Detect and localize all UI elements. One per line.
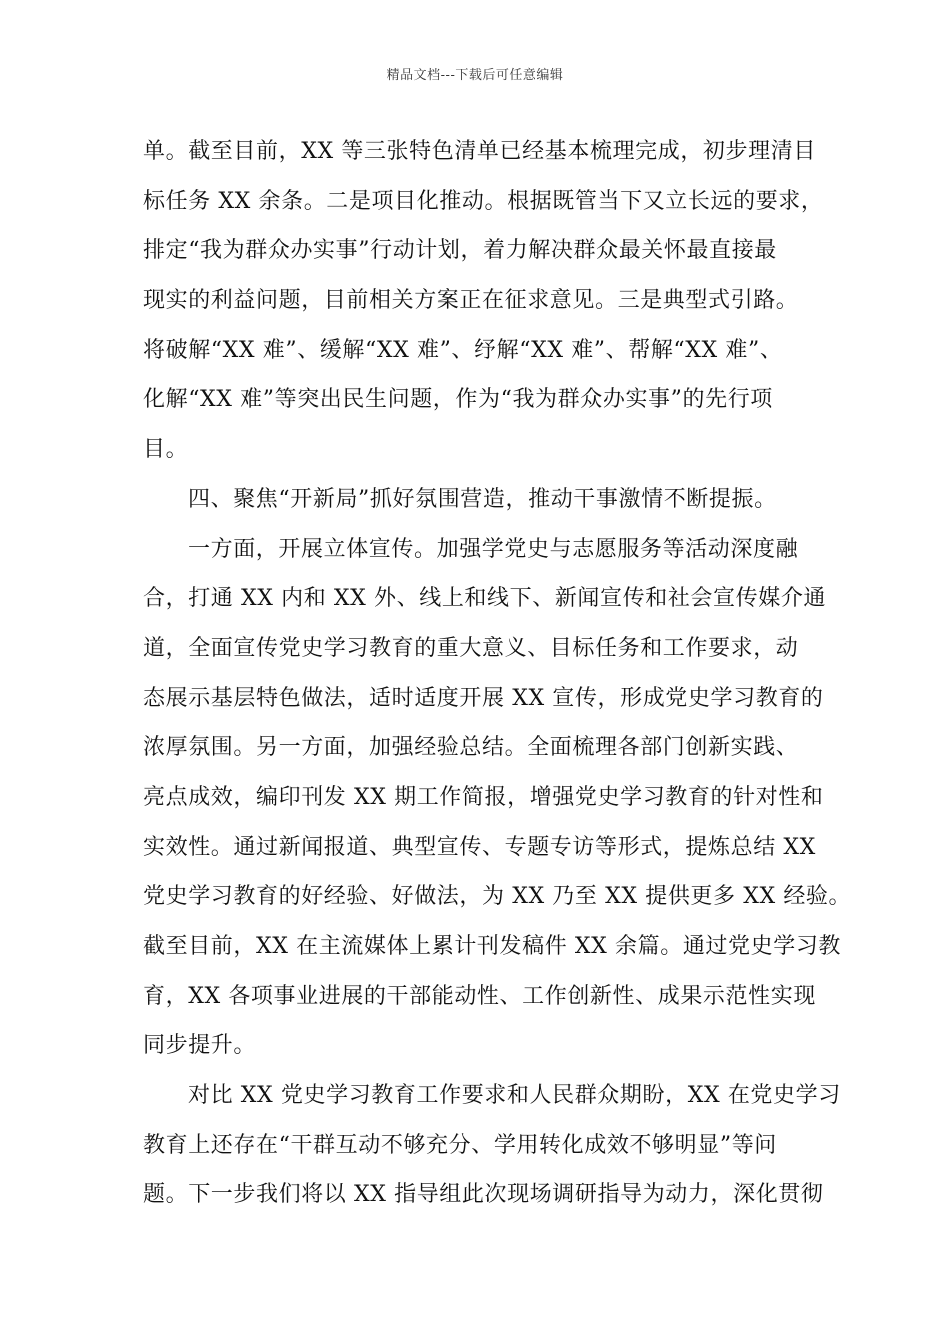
document-body	[143, 127, 852, 1220]
text-line: 单。截至目前，XX 等三张特色清单已经基本梳理完成，初步理清目	[143, 139, 816, 164]
text-line: 育，XX 各项事业进展的干部能动性、工作创新性、成果示范性实现	[143, 983, 816, 1009]
paragraph-start-line: 对比 XX 党史学习教育工作要求和人民群众期盼，XX 在党史学习	[188, 1083, 841, 1109]
text-line: 浓厚氛围。另一方面，加强经验总结。全面梳理各部门创新实践、	[143, 735, 799, 761]
text-line: 党史学习教育的好经验、好做法，为 XX 乃至 XX 提供更多 XX 经验。	[143, 884, 852, 910]
section-heading: 四、聚焦“开新局”抓好氛围营造，推动干事激情不断提振。	[188, 486, 777, 512]
paragraph-start-line: 一方面，开展立体宣传。加强学党史与志愿服务等活动深度融	[188, 536, 799, 562]
text-line: 标任务 XX 余条。二是项目化推动。根据既管当下又立长远的要求，	[143, 188, 824, 214]
text-line: 化解“XX 难”等突出民生问题，作为“我为群众办实事”的先行项	[143, 387, 773, 413]
text-line: 现实的利益问题，目前相关方案正在征求意见。三是典型式引路。	[143, 288, 799, 314]
text-line: 教育上还存在“干群互动不够充分、学用转化成效不够明显”等问	[143, 1132, 777, 1158]
text-line: 将破解“XX 难”、缓解“XX 难”、纾解“XX 难”、帮解“XX 难”、	[143, 337, 783, 363]
text-line: 实效性。通过新闻报道、典型宣传、专题专访等形式，提炼总结 XX	[143, 834, 816, 860]
page-header: 精品文档---下载后可任意编辑	[386, 68, 564, 83]
text-line: 截至目前，XX 在主流媒体上累计刊发稿件 XX 余篇。通过党史学习教	[143, 934, 842, 959]
text-line: 同步提升。	[143, 1033, 257, 1059]
text-line: 态展示基层特色做法，适时适度开展 XX 宣传，形成党史学习教育的	[143, 685, 824, 711]
text-line: 合，打通 XX 内和 XX 外、线上和线下、新闻宣传和社会宣传媒介通	[143, 586, 827, 612]
text-line: 亮点成效，编印刊发 XX 期工作简报，增强党史学习教育的针对性和	[143, 784, 824, 810]
text-line: 道，全面宣传党史学习教育的重大意义、目标任务和工作要求，动	[143, 635, 799, 661]
text-line: 排定“我为群众办实事”行动计划，着力解决群众最关怀最直接最	[143, 238, 777, 264]
text-line: 目。	[143, 437, 189, 463]
text-line: 题。下一步我们将以 XX 指导组此次现场调研指导为动力，深化贯彻	[143, 1182, 824, 1208]
